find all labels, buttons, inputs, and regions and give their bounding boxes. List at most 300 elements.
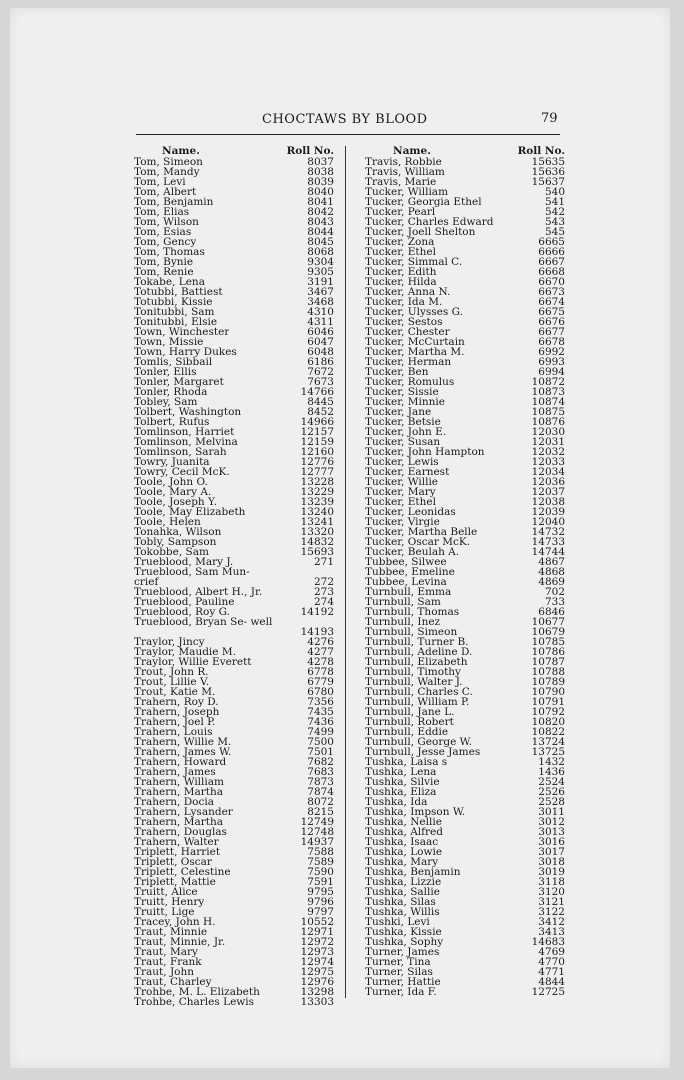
person-name: Trueblood, Bryan Se- well (134, 617, 273, 627)
person-name: Traut, John (134, 967, 194, 977)
person-name: Travis, Marie (365, 177, 437, 187)
person-name: Tucker, Susan (365, 437, 441, 447)
roll-number: 13298 (300, 986, 334, 998)
name-header: Name. (162, 145, 200, 157)
roll-number: 1436 (538, 766, 565, 778)
roster-row (365, 877, 565, 887)
person-name: Tonler, Margaret (134, 377, 224, 387)
roll-number: 10792 (531, 706, 565, 718)
roll-number: 6186 (307, 356, 334, 368)
person-name: Triplett, Celestine (134, 867, 231, 877)
roll-number: 3413 (538, 926, 565, 938)
roster-row (134, 547, 334, 557)
left-column (134, 146, 334, 1007)
person-name: Tonahka, Wilson (134, 527, 222, 537)
person-name: Truitt, Lige (134, 907, 195, 917)
person-name: Trout, Lillie V. (134, 677, 210, 687)
person-name: Traut, Frank (134, 957, 202, 967)
roster-row (365, 347, 565, 357)
roster-row (134, 867, 334, 877)
person-name: Tracey, John H. (134, 917, 216, 927)
person-name: Tom, Levi (134, 177, 186, 187)
person-name: Tushka, Lena (365, 767, 437, 777)
roll-number: 15693 (300, 546, 334, 558)
roll-number: 4844 (538, 976, 565, 988)
roll-number: 8043 (307, 216, 334, 228)
roll-number: 12159 (300, 436, 334, 448)
roll-number: 15637 (531, 176, 565, 188)
person-name: Turnbull, Turner B. (365, 637, 469, 647)
roll-number: 14732 (531, 526, 565, 538)
roster-row (365, 857, 565, 867)
roster-row (365, 747, 565, 757)
person-name: Tom, Simeon (134, 157, 203, 167)
roster-row (134, 997, 334, 1007)
person-name: Toole, Joseph Y. (134, 497, 217, 507)
person-name: Tucker, Oscar McK. (365, 537, 471, 547)
roll-number: 6678 (538, 336, 565, 348)
roster-row (365, 267, 565, 277)
document-page (10, 8, 670, 1068)
roll-number: 12030 (531, 426, 565, 438)
person-name: Tucker, Minnie (365, 397, 445, 407)
roll-number: 3019 (538, 866, 565, 878)
person-name: Tucker, Pearl (365, 207, 436, 217)
person-name: Tucker, Ben (365, 367, 429, 377)
roster-row (365, 847, 565, 857)
roll-number: 3121 (538, 896, 565, 908)
person-name: Tucker, John Hampton (365, 447, 485, 457)
person-name: Turnbull, Sam (365, 597, 441, 607)
person-name: Tucker, Ida M. (365, 297, 443, 307)
person-name: Tucker, Ethel (365, 247, 436, 257)
roll-number: 13228 (300, 476, 334, 488)
roster-row (134, 647, 334, 657)
roll-number: 4868 (538, 566, 565, 578)
roll-header: Roll No. (286, 145, 334, 157)
person-name: Truitt, Henry (134, 897, 205, 907)
person-name: Tushka, Lowie (365, 847, 443, 857)
person-name: Trueblood, Pauline (134, 597, 235, 607)
roster-row (365, 967, 565, 977)
person-name: Tushka, Silvie (365, 777, 440, 787)
roster-row (134, 887, 334, 897)
roll-number: 12777 (300, 466, 334, 478)
roster-row (134, 207, 334, 217)
person-name: Totubbi, Battiest (134, 287, 223, 297)
person-name: Trahern, Martha (134, 787, 223, 797)
roll-number: 7682 (307, 756, 334, 768)
roster-row (134, 837, 334, 847)
roll-number: 4276 (307, 636, 334, 648)
person-name: Tolbert, Rufus (134, 417, 210, 427)
roll-number: 4770 (538, 956, 565, 968)
roll-number: 6779 (307, 676, 334, 688)
person-name: Tonler, Rhoda (134, 387, 208, 397)
person-name: Town, Missie (134, 337, 204, 347)
roster-row (365, 827, 565, 837)
roster-row (134, 737, 334, 747)
person-name: Trout, John R. (134, 667, 209, 677)
roster-row (365, 227, 565, 237)
person-name: Trahern, Lysander (134, 807, 233, 817)
roster-row (365, 597, 565, 607)
roll-number: 4769 (538, 946, 565, 958)
roll-number: 4277 (307, 646, 334, 658)
person-name: Trahern, Willie M. (134, 737, 232, 747)
roster-row (134, 557, 334, 567)
roll-number: 541 (544, 196, 565, 208)
roll-number: 3467 (307, 286, 334, 298)
roll-number: 274 (313, 596, 334, 608)
person-name: Tushka, Eliza (365, 787, 437, 797)
person-name: Tucker, McCurtain (365, 337, 465, 347)
person-name: Tucker, Herman (365, 357, 452, 367)
person-name: Trueblood, Sam Mun- crief (134, 567, 250, 587)
roll-number: 6677 (538, 326, 565, 338)
person-name: Turner, Hattie (365, 977, 441, 987)
roll-number: 12157 (300, 426, 334, 438)
roll-number: 9305 (307, 266, 334, 278)
roll-number: 6667 (538, 256, 565, 268)
roll-number: 12974 (300, 956, 334, 968)
roll-number: 8215 (307, 806, 334, 818)
person-name: Tonler, Ellis (134, 367, 197, 377)
roster-row (134, 607, 334, 617)
roster-row (134, 587, 334, 597)
roll-number: 12725 (531, 986, 565, 998)
roll-number: 6668 (538, 266, 565, 278)
person-name: Trout, Katie M. (134, 687, 216, 697)
roll-number: 3412 (538, 916, 565, 928)
person-name: Tucker, Edith (365, 267, 437, 277)
roll-number: 13724 (531, 736, 565, 748)
column-divider (345, 146, 346, 998)
roster-row (134, 617, 334, 637)
roll-number: 10820 (531, 716, 565, 728)
person-name: Travis, Robbie (365, 157, 442, 167)
person-name: Tucker, Simmal C. (365, 257, 463, 267)
roster-row (134, 157, 334, 167)
roster-row (134, 877, 334, 887)
roster-row (134, 187, 334, 197)
person-name: Trahern, Martha (134, 817, 223, 827)
roll-number: 12160 (300, 446, 334, 458)
left-column-header (134, 146, 334, 157)
person-name: Tucker, Betsie (365, 417, 441, 427)
roster-row (365, 567, 565, 577)
roll-number: 13241 (300, 516, 334, 528)
roster-row (134, 687, 334, 697)
person-name: Trueblood, Albert H., Jr. (134, 587, 263, 597)
roll-number: 12971 (300, 926, 334, 938)
person-name: Tucker, John E. (365, 427, 447, 437)
person-name: Triplett, Oscar (134, 857, 212, 867)
person-name: Trahern, James (134, 767, 216, 777)
roll-number: 12034 (531, 466, 565, 478)
person-name: Tushka, Benjamin (365, 867, 461, 877)
roll-number: 8452 (307, 406, 334, 418)
roster-row (365, 587, 565, 597)
person-name: Tucker, Mary (365, 487, 436, 497)
roll-number: 12976 (300, 976, 334, 988)
roster-row (365, 917, 565, 927)
roll-number: 6846 (538, 606, 565, 618)
person-name: Trueblood, Roy G. (134, 607, 230, 617)
roll-number: 6994 (538, 366, 565, 378)
roster-row (134, 347, 334, 357)
person-name: Tucker, Romulus (365, 377, 455, 387)
roster-row (134, 257, 334, 267)
name-header: Name. (393, 145, 431, 157)
person-name: Turnbull, George W. (365, 737, 472, 747)
roll-number: 7589 (307, 856, 334, 868)
roll-number: 8044 (307, 226, 334, 238)
roll-number: 14733 (531, 536, 565, 548)
roster-row (134, 327, 334, 337)
person-name: Turnbull, Eddie (365, 727, 449, 737)
person-name: Tucker, Chester (365, 327, 450, 337)
person-name: Towry, Juanita (134, 457, 210, 467)
person-name: Towry, Cecil McK. (134, 467, 230, 477)
roster-row (365, 217, 565, 227)
person-name: Tucker, Joell Shelton (365, 227, 476, 237)
person-name: Tom, Benjamin (134, 197, 214, 207)
roll-number: 12749 (300, 816, 334, 828)
roll-number: 2528 (538, 796, 565, 808)
roll-number: 10873 (531, 386, 565, 398)
roll-number: 7590 (307, 866, 334, 878)
person-name: Turnbull, Jesse James (365, 747, 481, 757)
roster-row (134, 657, 334, 667)
roster-row (365, 957, 565, 967)
person-name: Turnbull, Walter J. (365, 677, 463, 687)
person-name: Trahern, James W. (134, 747, 232, 757)
person-name: Toole, Mary A. (134, 487, 212, 497)
roster-row (365, 757, 565, 767)
person-name: Tucker, William (365, 187, 449, 197)
roster-row (134, 697, 334, 707)
roll-number: 10785 (531, 636, 565, 648)
roster-row (365, 187, 565, 197)
person-name: Tolbert, Washington (134, 407, 242, 417)
person-name: Totubbi, Kissie (134, 297, 213, 307)
roll-number: 10786 (531, 646, 565, 658)
roll-number: 3011 (538, 806, 565, 818)
person-name: Tubbee, Levina (365, 577, 447, 587)
roll-number: 3016 (538, 836, 565, 848)
person-name: Triplett, Harriet (134, 847, 221, 857)
roll-number: 271 (313, 556, 334, 568)
roll-number: 10874 (531, 396, 565, 408)
person-name: Tom, Elias (134, 207, 190, 217)
person-name: Turnbull, Elizabeth (365, 657, 468, 667)
roll-number: 12031 (531, 436, 565, 448)
roster-row (365, 547, 565, 557)
person-name: Tucker, Virgie (365, 517, 440, 527)
person-name: Turnbull, Inez (365, 617, 441, 627)
person-name: Traut, Charley (134, 977, 212, 987)
roll-number: 2524 (538, 776, 565, 788)
roll-number: 7673 (307, 376, 334, 388)
roll-number: 12040 (531, 516, 565, 528)
roll-header: Roll No. (517, 145, 565, 157)
roster-row (134, 247, 334, 257)
person-name: Turnbull, Jane L. (365, 707, 455, 717)
person-name: Trahern, Howard (134, 757, 227, 767)
person-name: Traylor, Jincy (134, 637, 205, 647)
roll-number: 6670 (538, 276, 565, 288)
person-name: Toole, Helen (134, 517, 201, 527)
roll-number: 7672 (307, 366, 334, 378)
person-name: Trahern, Joel P. (134, 717, 216, 727)
roster-row (365, 867, 565, 877)
person-name: Tushka, Sallie (365, 887, 440, 897)
roster-row (134, 797, 334, 807)
person-name: Tobley, Sam (134, 397, 198, 407)
roll-number: 12036 (531, 476, 565, 488)
person-name: Tom, Bynie (134, 257, 194, 267)
person-name: Toole, John O. (134, 477, 208, 487)
roster-row (365, 247, 565, 257)
person-name: Tushka, Nellie (365, 817, 442, 827)
roster-row (365, 207, 565, 217)
roster-row (365, 807, 565, 817)
person-name: Tushka, Isaac (365, 837, 439, 847)
roll-number: 3191 (307, 276, 334, 288)
person-name: Turner, Silas (365, 967, 433, 977)
roll-number: 10789 (531, 676, 565, 688)
roster-row (134, 217, 334, 227)
roster-row (134, 307, 334, 317)
roll-number: 6047 (307, 336, 334, 348)
roll-number: 14744 (531, 546, 565, 558)
person-name: Tushka, Laisa s (365, 757, 448, 767)
roll-number: 6674 (538, 296, 565, 308)
roster-row (134, 177, 334, 187)
roll-number: 1432 (538, 756, 565, 768)
person-name: Trohbe, Charles Lewis (134, 997, 255, 1007)
person-name: Tushka, Alfred (365, 827, 443, 837)
roster-row (134, 357, 334, 367)
roll-number: 6046 (307, 326, 334, 338)
person-name: Tucker, Martha Belle (365, 527, 478, 537)
roll-number: 15635 (531, 156, 565, 168)
roll-number: 6665 (538, 236, 565, 248)
roll-number: 13229 (300, 486, 334, 498)
roster-row (134, 667, 334, 677)
roll-number: 14192 (300, 606, 334, 618)
roster-row (365, 277, 565, 287)
person-name: Tushka, Impson W. (365, 807, 466, 817)
roll-number: 7874 (307, 786, 334, 798)
roll-number: 3018 (538, 856, 565, 868)
roll-number: 13320 (300, 526, 334, 538)
roster-row (365, 767, 565, 777)
person-name: Turnbull, William P. (365, 697, 470, 707)
person-name: Tushka, Lizzie (365, 877, 442, 887)
roster-row (134, 857, 334, 867)
roll-number: 14193 (300, 626, 334, 638)
person-name: Trahern, Joseph (134, 707, 220, 717)
roster-row (134, 277, 334, 287)
roll-number: 8040 (307, 186, 334, 198)
person-name: Tom, Mandy (134, 167, 200, 177)
roll-number: 7591 (307, 876, 334, 888)
person-name: Tokabe, Lena (134, 277, 205, 287)
person-name: Trueblood, Mary J. (134, 557, 234, 567)
roll-number: 702 (544, 586, 565, 598)
roster-row (365, 777, 565, 787)
person-name: Town, Winchester (134, 327, 230, 337)
person-name: Tomlis, Sibbail (134, 357, 213, 367)
roster-row (365, 557, 565, 567)
roster-row (365, 937, 565, 947)
roll-number: 7436 (307, 716, 334, 728)
roll-number: 8445 (307, 396, 334, 408)
person-name: Tomlinson, Sarah (134, 447, 227, 457)
roster-row (365, 577, 565, 587)
roster-row (134, 707, 334, 717)
roll-number: 6778 (307, 666, 334, 678)
header-rule (136, 134, 560, 135)
person-name: Tushka, Silas (365, 897, 436, 907)
roster-row (134, 167, 334, 177)
roll-number: 272 (313, 576, 334, 588)
person-name: Turnbull, Emma (365, 587, 452, 597)
roll-number: 10872 (531, 376, 565, 388)
roll-number: 733 (544, 596, 565, 608)
roster-row (134, 637, 334, 647)
roll-number: 9797 (307, 906, 334, 918)
roster-row (365, 817, 565, 827)
person-name: Turnbull, Adeline D. (365, 647, 473, 657)
roll-number: 8037 (307, 156, 334, 168)
roll-number: 545 (544, 226, 565, 238)
roll-number: 540 (544, 186, 565, 198)
roll-number: 10787 (531, 656, 565, 668)
person-name: Turner, Tina (365, 957, 431, 967)
person-name: Tom, Esias (134, 227, 192, 237)
roll-number: 8045 (307, 236, 334, 248)
roll-number: 4771 (538, 966, 565, 978)
roll-number: 13725 (531, 746, 565, 758)
person-name: Tushka, Sophy (365, 937, 444, 947)
person-name: Tucker, Anna N. (365, 287, 451, 297)
roll-number: 4278 (307, 656, 334, 668)
roster-row (365, 257, 565, 267)
person-name: Tucker, Earnest (365, 467, 450, 477)
roll-number: 6048 (307, 346, 334, 358)
person-name: Tucker, Lewis (365, 457, 439, 467)
roll-number: 6993 (538, 356, 565, 368)
roster-row (365, 327, 565, 337)
person-name: Traut, Minnie (134, 927, 208, 937)
roll-number: 6666 (538, 246, 565, 258)
person-name: Tom, Albert (134, 187, 197, 197)
right-column (365, 146, 565, 997)
roll-number: 8041 (307, 196, 334, 208)
roster-row (134, 787, 334, 797)
roster-row (134, 237, 334, 247)
roster-row (365, 897, 565, 907)
roll-number: 13240 (300, 506, 334, 518)
person-name: Tucker, Georgia Ethel (365, 197, 482, 207)
person-name: Tom, Renie (134, 267, 194, 277)
person-name: Traylor, Willie Everett (134, 657, 252, 667)
roll-number: 12776 (300, 456, 334, 468)
roster-row (134, 287, 334, 297)
